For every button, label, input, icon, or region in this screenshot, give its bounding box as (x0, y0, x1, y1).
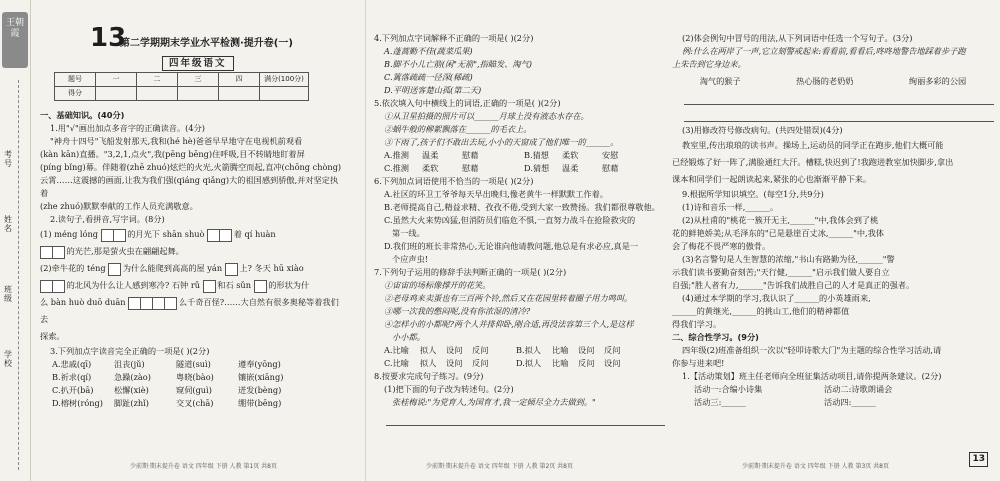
option: 遵奉(yōng) (238, 359, 281, 369)
sidebar-label-school: 学校 (4, 350, 12, 368)
option[interactable]: C.扒开(bā) (52, 385, 94, 395)
option-row (374, 344, 665, 357)
option[interactable]: C.篱落疏疏一径深(稀疏) (384, 72, 473, 82)
activity-intro: 你参与进来吧! (672, 358, 725, 368)
score-cell[interactable] (219, 87, 260, 101)
page-column-1 (40, 0, 345, 481)
question-text: 6.下列加点词语使用不恰当的一项是( )(2分) (374, 176, 534, 186)
question-3 (40, 345, 345, 410)
score-header: 题号 (55, 73, 96, 87)
passage-line: 云霄……这震撼的画面,让我为我们强(qiáng qiǎng)大的祖国感到骄傲,并对坚定执着 (40, 175, 339, 198)
fill-line[interactable]: 自强;"胜人者有力,______"告诉我们战胜自己的人才是真正的强者。 (672, 280, 915, 290)
answer-line[interactable] (684, 109, 994, 122)
question-4 (374, 32, 665, 97)
question-9 (672, 188, 994, 331)
paragraph-line: 已经锻炼了好一阵了,满脸通红大汗。槽糕,快迟到了!我跑进教室加快脚步,拿出 (672, 157, 954, 167)
score-header: 二 (137, 73, 178, 87)
option[interactable]: D.拟人 (516, 358, 542, 368)
pinyin-prompt: 着 qí huàn (233, 229, 276, 239)
pinyin-prompt: 的北风为什么让人感到寒冷? 石钟 rǔ (66, 280, 201, 290)
question-block-1 (40, 109, 345, 226)
exam-number: 13 (90, 23, 127, 53)
option-row (40, 358, 345, 371)
paragraph-line: 教室里,传出琅琅的读书声。操场上,运动员的同学正在跑步,他们大概可能 (682, 140, 944, 150)
char-box[interactable] (164, 297, 177, 310)
passage-line: (kàn kān)直播。"3,2,1,点火",我(pēng bēng)住呼吸,目不转睛地盯着屏 (40, 149, 305, 159)
option: 沮丧(jǔ) (114, 359, 145, 369)
option-word: 比喻 (552, 345, 569, 355)
activity-item[interactable]: 活动四:______ (824, 397, 876, 407)
char-box[interactable] (203, 280, 216, 293)
sub-question: (1)把下面的句子改为转述句。(2分) (384, 384, 514, 394)
activity-item: 活动二:诗歌朗诵会 (824, 384, 893, 394)
option-continued: 第一线。 (392, 228, 425, 238)
pinyin-prompt: 上? 冬天 hū xiào (239, 263, 304, 273)
option-word: 温柔 (422, 150, 439, 160)
char-box[interactable] (254, 280, 267, 293)
option[interactable]: B.脚不小儿亡箭(闲"无箭",指瞄发、淘气) (384, 59, 532, 69)
option: 窥伺(guì) (176, 385, 212, 395)
score-header: 一 (96, 73, 137, 87)
pinyin-prompt: 么 bàn huò duō duān (40, 297, 126, 307)
char-box[interactable] (225, 263, 238, 276)
option-word: 慰藉 (462, 163, 479, 173)
pinyin-prompt: 的光芒,那是萤火虫在翩翩起舞。 (66, 246, 184, 256)
option-word: 比喻 (552, 358, 569, 368)
option-row (40, 371, 345, 384)
option[interactable]: D.我们班的班长非常热心,无论谁向他请教问题,他总是有求必应,真是一 (384, 241, 639, 251)
pinyin-prompt: 探索。 (40, 331, 65, 341)
option-word: 慰藉 (602, 163, 619, 173)
option: 隧道(suì) (176, 359, 211, 369)
question-5 (374, 97, 665, 175)
score-table (54, 72, 309, 101)
option-word: 温柔 (562, 163, 579, 173)
page-footer: 少前期·期末提升卷 语文 四年级 下册 人教 第3页 共8页 (742, 463, 889, 470)
passage-line: "神舟十四号"飞船发射那天,我和(hé hè)爸爸早早地守在电视机前观看 (50, 136, 303, 146)
option-word: 设问 (446, 345, 463, 355)
option: 脚趾(zhǐ) (114, 398, 149, 408)
question-text: 3.下列加点字读音完全正确的一项是( )(2分) (50, 346, 210, 356)
question-8-part2 (672, 32, 994, 122)
option[interactable]: B.老师提高自己,精益求精、孜孜不倦,受到大家一致赞扬。我们都很尊敬他。 (384, 202, 660, 212)
option-word: 反问 (578, 358, 595, 368)
option[interactable]: A.蓬蒿勤不佳(蔬菜瓜果) (384, 46, 473, 56)
sentence: ①从卫星拍摄的照片可以______月球上没有液态水存在。 (384, 111, 589, 121)
option: 镶嵌(xiāng) (238, 372, 284, 382)
publisher-logo: 王朝霞 (2, 12, 28, 68)
option-word: 柔软 (562, 150, 579, 160)
example-sentence: 上朱告到它身边来。 (672, 59, 746, 69)
option[interactable]: C.推测 (384, 163, 409, 173)
sentence: ③哪一次我的憋闷呢,没有你浓湿的清冷? (384, 306, 531, 316)
option-word: 柔软 (422, 163, 439, 173)
option: 交叉(chā) (176, 398, 214, 408)
option-word: 反问 (472, 358, 489, 368)
pinyin-prompt: (1) méng lóng (40, 229, 98, 239)
binding-sidebar (0, 0, 31, 481)
activity-item[interactable]: 活动三:______ (694, 397, 746, 407)
passage-line: (zhe zhuó)默默奉献的工作人员充满敬意。 (40, 201, 198, 211)
answer-line[interactable] (684, 92, 994, 105)
option-word: 设问 (604, 358, 621, 368)
fill-line[interactable]: 花的鲜艳娇美;从毛泽东的"已是悬崖百丈冰,______"中,我体 (672, 228, 884, 238)
option-word: 反问 (472, 345, 489, 355)
option: 绷带(bēng) (238, 398, 282, 408)
score-cell[interactable] (137, 87, 178, 101)
option[interactable]: B.拟人 (516, 345, 541, 355)
option-word: 反问 (604, 345, 621, 355)
sentence: ②老母鸡来卖蛋也有三百两个铃,然后又在花园里转着圈子用力鸣叫。 (384, 293, 633, 303)
option: 急躁(zào) (114, 372, 151, 382)
char-box[interactable] (52, 280, 65, 293)
pinyin-prompt: 的月光下 shān shuò (127, 229, 205, 239)
page-column-2 (365, 0, 665, 481)
fill-line[interactable]: (3)名言警句是人生智慧的浓缩,"书山有路勤为径,______"警 (682, 254, 895, 264)
fill-line: 会了梅花不畏严寒的傲骨。 (672, 241, 771, 251)
option[interactable]: A.推测 (384, 150, 409, 160)
char-box[interactable] (108, 263, 121, 276)
option-word: 设问 (446, 358, 463, 368)
question-text: 8.按要求完成句子练习。(9分) (374, 371, 484, 381)
option[interactable]: D.榕树(róng) (52, 398, 103, 408)
fill-line[interactable]: (1)诗和音乐一样,______。 (682, 202, 779, 212)
option[interactable]: A.比喻 (384, 345, 409, 355)
score-header: 三 (178, 73, 219, 87)
option-word: 慰藉 (462, 150, 479, 160)
question-8 (374, 370, 665, 426)
sub-question: (3)用修改符号修改病句。(共四处错误)(4分) (682, 125, 843, 135)
question-text: 7.下列句子运用的修辞手法判断正确的一项是( )(2分) (374, 267, 567, 277)
fill-line[interactable]: 示我们读书要勤奋刻苦;"天行健,______"启示我们做人要自立 (672, 267, 890, 277)
option[interactable]: B.猜想 (524, 150, 549, 160)
sidebar-label-class: 班级 (4, 285, 12, 303)
option-row (40, 397, 345, 410)
pinyin-prompt: 的形状为什 (268, 280, 310, 290)
cut-line (18, 80, 19, 470)
word-choice[interactable]: 淘气的猴子 (699, 76, 741, 86)
option-word: 设问 (578, 345, 595, 355)
word-choice[interactable]: 绚丽多彩的公园 (908, 76, 967, 86)
option: 迸发(bèng) (238, 385, 282, 395)
question-6 (374, 175, 665, 266)
sidebar-label-id: 考号 (4, 150, 12, 168)
score-cell[interactable] (260, 87, 309, 101)
question-text: 5.依次填入句中横线上的词语,正确的一项是( )(2分) (374, 98, 561, 108)
paragraph-line: 课本和同学们一起朗读起来,紧张的心也渐渐平静下来。 (672, 174, 872, 184)
page-footer: 少前期·期末提升卷 语文 四年级 下册 人教 第2页 共8页 (426, 463, 573, 470)
fill-line[interactable]: (4)通过本学期的学习,我认识了______的小英雄雨来, (682, 293, 871, 303)
option[interactable]: A.社区的环卫工爷爷每天早出晚归,像老黄牛一样默默工作着。 (384, 189, 608, 199)
question-text: 1.【活动策划】班主任老师向全班征集活动项目,请你提两条建议。(2分) (682, 371, 942, 381)
fill-line[interactable]: (2)从杜甫的"桃花一簇开无主,______"中,我体会到了桃 (682, 215, 879, 225)
option[interactable]: A.悲戚(qī) (52, 359, 92, 369)
question-text: 2.读句子,看拼音,写字词。(8分) (50, 214, 165, 224)
score-cell[interactable] (96, 87, 137, 101)
answer-line[interactable] (386, 413, 665, 426)
word-choice[interactable]: 热心肠的老奶奶 (796, 76, 854, 86)
fill-line[interactable]: ______的黄继光,______的挑山工,他们的精神都值 (672, 306, 850, 316)
example-sentence: 例:什么在两岸了一声,它立刻警戒起来:看看前,看看后,咚咚地警告地踩着步子跑 (682, 46, 966, 56)
option[interactable]: B.祈求(qí) (52, 372, 92, 382)
sub-question: (2)体会例句中冒号的用法,从下列词语中任选一个写句子。(3分) (682, 33, 913, 43)
section-heading: 二、综合性学习。(9分) (672, 332, 759, 342)
sentence: 小小都。 (392, 332, 425, 342)
option: 松懈(xiè) (114, 385, 149, 395)
option[interactable]: D.平明送客楚山孤(第二天) (384, 85, 482, 95)
question-text: 9.根据所学知识填空。(每空1分,共9分) (682, 189, 824, 199)
section-heading: 一、基础知识。(40分) (40, 110, 125, 120)
option[interactable]: D.猜想 (524, 163, 550, 173)
char-box[interactable] (113, 229, 126, 242)
pinyin-writing (40, 226, 345, 345)
section-2 (672, 331, 994, 409)
activity-intro: 四年级(2)班准备组织一次以"轻叩诗歌大门"为主题的综合性学习活动,请 (682, 345, 942, 355)
option-row (374, 149, 665, 162)
activity-list (672, 383, 994, 409)
option-word: 拟人 (420, 345, 437, 355)
page-footer: 少前期·期末提升卷 语文 四年级 下册 人教 第1页 共8页 (130, 463, 277, 470)
option-word: 拟人 (420, 358, 437, 368)
sentence: ①宙宙的场标像撑开的花笑。 (384, 280, 491, 290)
option-row (40, 384, 345, 397)
word-choices (672, 75, 994, 88)
option-continued: 个应声虫! (392, 254, 429, 264)
exam-title: 第二学期期末学业水平检测·提升卷(一) (120, 38, 293, 49)
score-header: 满分(100分) (260, 73, 309, 87)
exam-header (40, 23, 345, 69)
pinyin-prompt: 为什么能爬到高高的屋 yán (122, 263, 223, 273)
option[interactable]: C.虽然大火来势凶猛,但消防员们临危不惧,一直努力战斗在抢险救灾的 (384, 215, 636, 225)
option-row (374, 162, 665, 175)
activity-item: 活动一:合编小诗集 (694, 384, 763, 394)
score-header: 四 (219, 73, 260, 87)
pinyin-prompt: 么千奇百怪?……大自然有很多奥秘等着我们去 (40, 297, 339, 324)
sidebar-label-name: 姓名 (4, 215, 12, 233)
option[interactable]: C.比喻 (384, 358, 409, 368)
option-row (374, 357, 665, 370)
sentence: ③下雨了,孩子们不敢出去玩,小小的天窗成了他们唯一的______。 (384, 137, 619, 147)
sentence: ④怎样小的小都呢?两个人并排仰卧,刚合适,再没法容第三个人,是这样 (384, 319, 634, 329)
question-7 (374, 266, 665, 370)
pinyin-prompt: (2)牵牛花的 téng (40, 263, 106, 273)
question-text: 4.下列加点字词解释不正确的一项是( )(2分) (374, 33, 534, 43)
option: 粤晓(bào) (176, 372, 214, 382)
char-box[interactable] (52, 246, 65, 259)
passage-line: (píng bǐng)幕。伴随着(zhē zhuó)炫烂的火光,火箭腾空而起,直冲(chōng chòng) (40, 162, 342, 172)
option-word: 安慰 (602, 150, 619, 160)
fill-line: 得我们学习。 (672, 319, 722, 329)
page-column-3 (672, 0, 994, 481)
quote-sentence: 张桂梅说:"为党育人,为国育才,我一定倾尽全力去做到。" (392, 397, 596, 407)
question-8-part3 (672, 124, 994, 188)
sentence: ②蜗牛般的柳絮飘落在______的毛衣上。 (384, 124, 532, 134)
score-cell[interactable] (178, 87, 219, 101)
char-box[interactable] (219, 229, 232, 242)
subject-label: 四年级语文 (162, 56, 234, 71)
question-text: 1.用"√"画出加点多音字的正确读音。(4分) (50, 123, 205, 133)
score-row-label: 得分 (55, 87, 96, 101)
page-number: 13 (969, 452, 988, 467)
pinyin-prompt: 和石 sǔn (217, 280, 251, 290)
